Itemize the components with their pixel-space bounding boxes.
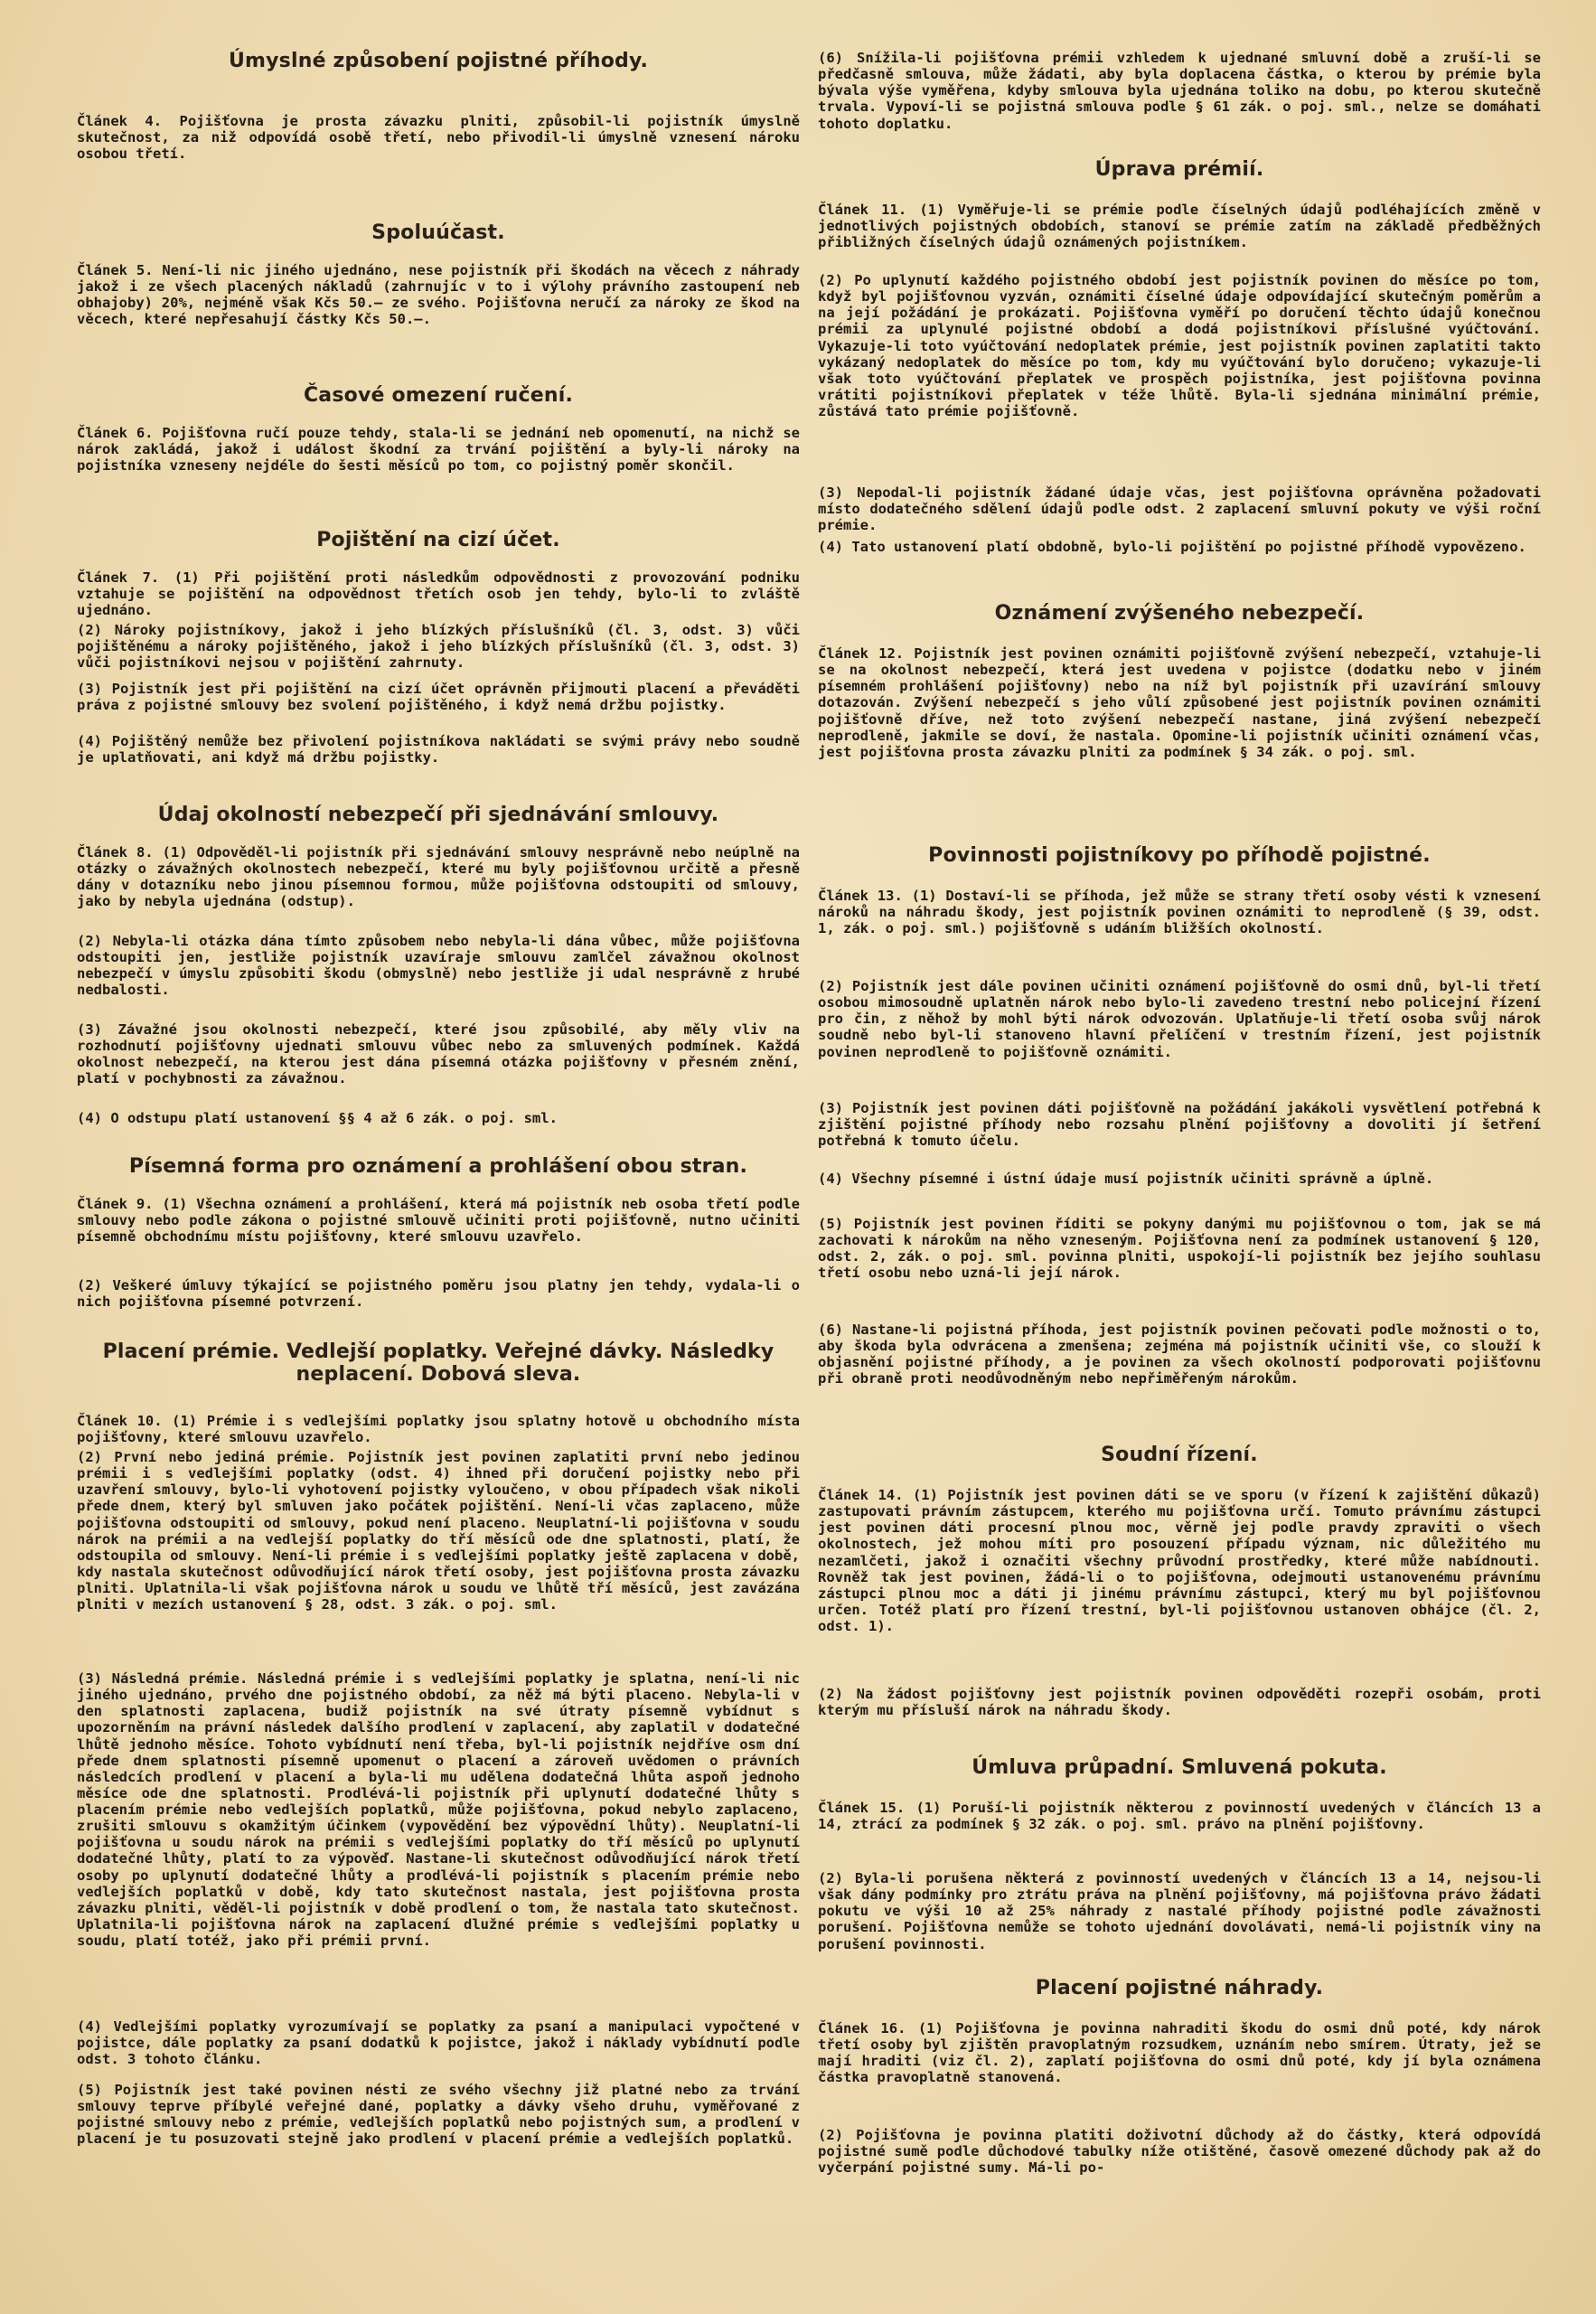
article-paragraph: (4) Tato ustanovení platí obdobně, bylo-li pojištění po pojistné příhodě vypovězeno. <box>818 539 1526 555</box>
article-paragraph: (3) Nepodal-li pojistník žádané údaje včas, jest pojišťovna oprávněna požadovati místo dodatečného sdělení údajů podle odst. 2 zaplacení smluvní pokuty ve výši roční prémie. <box>818 484 1541 534</box>
article-paragraph: (3) Následná prémie. Následná prémie i s vedlejšími poplatky je splatna, není-li nic jiného ujednáno, prvého dne pojistného období, za něž má býti placeno. Nebyla-li v den splatnosti zaplacena, budiž pojistník na své útraty písemně vybídnut s upozorněním na právní následek dalšího prodlení v zaplacení, aby zaplatil v dodatečné lhůtě jednoho měsíce. Tohoto vybídnutí není třeba, byl-li pojistník nejdříve osm dní přede dnem splatnosti písemně upomenut o placení a zároveň uvědomen o právních následcích prodlení v placení a byla-li mu udělena dodatečná lhůta aspoň jednoho měsíce ode dne splatnosti. Prodlévá-li pojistník při uplynutí dodatečné lhůty s placením prémie nebo vedlejších poplatků, může pojišťovna, pokud nebylo zaplaceno, zrušiti smlouvu s okamžitým účinkem (vypovědění bez výpovědní lhůty). Neuplatní-li pojišťovna u soudu nárok na prémii s vedlejšími poplatky do tří měsíců po uplynutí dodatečné lhůty, platí to za výpověď. Nastane-li skutečnost odůvodňující nárok třetí osoby po uplynutí dodatečné lhůty a prodlévá-li pojistník s placením prémie nebo vedlejších poplatků v době, kdy tato skutečnost nastala, jest pojišťovna prosta závazku plniti, věděl-li pojistník v době prodlení o tom, že nastala tato skutečnost. Uplatnila-li pojišťovna nárok na zaplacení dlužné prémie s vedlejšími poplatky u soudu, platí totéž, jako při prémii první. <box>77 1670 800 1949</box>
article-paragraph: Článek 15. (1) Poruší-li pojistník některou z povinností uvedených v článcích 13 a 14, ztrácí za podmínek § 32 zák. o poj. sml. právo na plnění pojišťovny. <box>818 1800 1541 1833</box>
article-paragraph: Článek 6. Pojišťovna ručí pouze tehdy, stala-li se jednání neb opomenutí, na nichž se nárok zakládá, jakož i událost škodní za trvání pojištění a byly-li nároky na pojistníka vzneseny nejdéle do šesti měsíců po tom, co pojistný poměr skončil. <box>77 425 800 475</box>
article-paragraph: Článek 14. (1) Pojistník jest povinen dáti se ve sporu (v řízení k zajištění důkazů) zastupovati právním zástupcem, kterého mu pojišťovna určí. Tomuto právnímu zástupci jest povinen dáti procesní plnou moc, věrně jej podle pravdy zpraviti o všech okolnostech, jež mohou míti pro posouzení případu význam, nic důležitého mu nezamlčeti, jakož i označiti všechny průvodní prostředky, které může nabídnouti. Rovněž tak jest povinen, žádá-li o to pojišťovna, odejmouti ustanovenému právnímu zástupci plnou moc a dáti ji jinému právnímu zástupci, který mu byl pojišťovnou určen. Totéž platí pro řízení trestní, byl-li pojišťovnou ustanoven obhájce (čl. 2, odst. 1). <box>818 1487 1541 1634</box>
article-paragraph: (2) Nebyla-li otázka dána tímto způsobem nebo nebyla-li dána vůbec, může pojišťovna odstoupiti jen, jestliže pojistník uzavíraje smlouvu zamlčel závažnou okolnost nebezpečí v úmyslu způsobiti škodu (obmyslně) nebo jestliže ji udal nesprávně z hrubé nedbalosti. <box>77 933 800 999</box>
article-paragraph: (3) Závažné jsou okolnosti nebezpečí, které jsou způsobilé, aby měly vliv na rozhodnutí pojišťovny ujednati smlouvu vůbec nebo za smluvených podmínek. Každá okolnost nebezpečí, na kterou jest dána písemná otázka pojišťovny v přesném znění, platí v pochybnosti za závažnou. <box>77 1021 800 1087</box>
section-heading: Úprava prémií. <box>1094 158 1264 181</box>
article-paragraph: (4) Vedlejšími poplatky vyrozumívají se poplatky za psaní a manipulaci vypočtené v pojistce, dále poplatky za psaní dodatků k pojistce, jakož i náklady vybídnutí podle odst. 3 tohoto článku. <box>77 2018 800 2068</box>
section-heading: Placení prémie. Vedlejší poplatky. Veřejné dávky. Následky neplacení. Dobová sleva. <box>102 1340 775 1387</box>
section-heading: Časové omezení ručení. <box>303 384 574 407</box>
article-paragraph: (2) První nebo jediná prémie. Pojistník jest povinen zaplatiti první nebo jedinou prémii i s vedlejšími poplatky (odst. 4) ihned při doručení pojistky nebo při uzavření smlouvy, bylo-li vyhotovení pojistky vyloučeno, v obou případech však nikoli přede dnem, který byl smluven jako počátek pojištění. Není-li včas zaplaceno, může pojišťovna odstoupiti od smlouvy, pokud není placeno. Neuplatní-li pojišťovna v soudu nárok na prémii a na vedlejší poplatky do tří měsíců ode dne splatnosti, platí, že odstoupila od smlouvy. Není-li prémie i s vedlejšími poplatky ještě zaplacena v době, kdy nastala skutečnost odůvodňující nárok třetí osoby, jest pojišťovna prosta závazku plniti. Uplatnila-li však pojišťovna nárok u soudu ve lhůtě tří měsíců, jest zavázána plniti v mezích ustanovení § 28, odst. 3 zák. o poj. sml. <box>77 1449 800 1613</box>
article-paragraph: Článek 12. Pojistník jest povinen oznámiti pojišťovně zvýšení nebezpečí, vztahuje-li se na okolnost nebezpečí, která jest uvedena v pojistce (dodatku nebo v jiném písemném prohlášení pojišťovny) nebo na níž byl pojistník při uzavírání smlouvy dotazován. Zvýšení nebezpečí s jeho vůlí způsobené jest pojistník povinen oznámiti pojišťovně dříve, než toto zvýšení nebezpečí nastane, jiná zvýšení nebezpečí neprodleně, jakmile se doví, že nastala. Opomine-li pojistník učiniti oznámení včas, jest pojišťovna prosta závazku plniti za podmínek § 34 zák. o poj. sml. <box>818 645 1541 760</box>
article-paragraph: (2) Po uplynutí každého pojistného období jest pojistník povinen do měsíce po tom, když byl pojišťovnou vyzván, oznámiti číselné údaje odpovídající skutečným poměrům a na její požádání je prokázati. Pojišťovna vyměří po doručení těchto údajů konečnou prémii za uplynulé pojistné období a dodá pojistníkovi příslušné vyúčtování. Vykazuje-li toto vyúčtování nedoplatek prémie, jest pojistník povinen zaplatiti takto vykázaný nedoplatek do měsíce po tom, kdy mu vyúčtování bylo doručeno; vykazuje-li však toto vyúčtování přeplatek ve prospěch pojistníka, jest pojišťovna povinna vrátiti pojistníkovi přeplatek v téže lhůtě. Byla-li sjednána minimální prémie, zůstává tato prémie pojišťovně. <box>818 272 1541 419</box>
section-heading: Oznámení zvýšeného nebezpečí. <box>994 602 1365 625</box>
article-paragraph: Článek 16. (1) Pojišťovna je povinna nahraditi škodu do osmi dnů poté, kdy nárok třetí osoby byl zjištěn pravoplatným rozsudkem, uznáním nebo smírem. Útraty, jež se mají hraditi (viz čl. 2), zaplatí pojišťovna do osmi dnů poté, kdy jí byla oznámena částka pravoplatně stanovená. <box>818 2020 1541 2086</box>
article-paragraph: Článek 11. (1) Vyměřuje-li se prémie podle číselných údajů podléhajících změně v jednotlivých pojistných obdobích, stanoví se prémie zatím na základě předběžných přibližných číselných údajů oznámených pojistníkem. <box>818 202 1541 251</box>
article-paragraph: (6) Nastane-li pojistná příhoda, jest pojistník povinen pečovati podle možnosti o to, aby škoda byla odvrácena a zmenšena; zejména má pojistník učiniti vše, co slouží k objasnění pojistné příhody, a je povinen za všech okolností podporovati pojišťovnu při obraně proti neodůvodněným nebo nepřiměřeným nárokům. <box>818 1322 1541 1387</box>
article-paragraph: (2) Byla-li porušena některá z povinností uvedených v článcích 13 a 14, nejsou-li však dány podmínky pro ztrátu práva na plnění pojišťovny, má pojišťovna právo žádati pokutu ve výši 10 až 25% náhrady z nastalé příhody pojistné podle závažnosti porušení. Pojišťovna nemůže se tohoto ujednání dovolávati, nemá-li pojistník viny na porušení povinnosti. <box>818 1870 1541 1952</box>
article-paragraph: Článek 13. (1) Dostaví-li se příhoda, jež může se strany třetí osoby vésti k vznesení nároků na náhradu škody, jest pojistník povinen oznámiti to neprodleně (§ 39, odst. 1, zák. o poj. sml.) pojišťovně s udáním bližších okolností. <box>818 888 1541 937</box>
article-paragraph: (2) Pojišťovna je povinna platiti doživotní důchody až do částky, která odpovídá pojistné sumě podle důchodové tabulky níže otištěné, časově omezené důchody pak až do vyčerpání pojistné sumy. Má-li po- <box>818 2127 1541 2177</box>
article-paragraph: (3) Pojistník jest při pojištění na cizí účet oprávněn přijmouti placení a převáděti práva z pojistné smlouvy bez svolení pojištěného, i když nemá držbu pojistky. <box>77 681 800 714</box>
article-paragraph: (5) Pojistník jest povinen říditi se pokyny danými mu pojišťovnou o tom, jak se má zachovati k nárokům na něho vzneseným. Pojišťovna není za podmínek ustanovení § 120, odst. 2, zák. o poj. sml. povinna plniti, uspokojí-li pojistník bez jejího souhlasu třetí osobu nebo uzná-li její nárok. <box>818 1216 1541 1282</box>
section-heading: Soudní řízení. <box>1101 1444 1258 1466</box>
article-paragraph: Článek 8. (1) Odpověděl-li pojistník při sjednávání smlouvy nesprávně nebo neúplně na otázky o závažných okolnostech nebezpečí, které mu byly pojišťovnou určitě a přesně dány v dotazníku nebo jinou písemnou formou, může pojišťovna odstoupiti od smlouvy, jako by nebyla ujednána (odstup). <box>77 844 800 910</box>
section-heading: Placení pojistné náhrady. <box>1035 1977 1324 1999</box>
article-paragraph: (4) O odstupu platí ustanovení §§ 4 až 6 zák. o poj. sml. <box>77 1110 558 1126</box>
article-paragraph: Článek 5. Není-li nic jiného ujednáno, nese pojistník při škodách na věcech z náhrady jakož i ze všech placených nákladů (zahrnujíc v to i výlohy právního zastoupení neb obhajoby) 20%, nejméně však Kčs 50.— ze svého. Pojišťovna neručí za nároky ze škod na věcech, které nepřesahují částky Kčs 50.—. <box>77 262 800 328</box>
section-heading: Pojištění na cizí účet. <box>316 529 560 551</box>
article-paragraph: (6) Snížila-li pojišťovna prémii vzhledem k ujednané smluvní době a zruší-li se předčasně smlouva, může žádati, aby byla doplacena částka, o kterou by prémie byla bývala výše vyměřena, kdyby smlouva byla ujednána toliko na dobu, po kterou skutečně trvala. Vypoví-li se pojistná smlouva podle § 61 zák. o poj. sml., nelze se domáhati tohoto doplatku. <box>818 50 1541 132</box>
section-heading: Písemná forma pro oznámení a prohlášení obou stran. <box>128 1155 748 1178</box>
section-heading: Úmyslné způsobení pojistné příhody. <box>228 50 649 72</box>
section-heading: Spoluúčast. <box>371 221 505 244</box>
section-heading: Úmluva průpadní. Smluvená pokuta. <box>972 1756 1387 1779</box>
section-heading: Údaj okolností nebezpečí při sjednávání smlouvy. <box>157 804 719 826</box>
article-paragraph: Článek 7. (1) Při pojištění proti následkům odpovědnosti z provozování podniku vztahuje se pojištění na odpovědnost třetích osob jen tehdy, bylo-li to zvláště ujednáno. <box>77 569 800 619</box>
left-column <box>77 50 800 2163</box>
article-paragraph: (2) Veškeré úmluvy týkající se pojistného poměru jsou platny jen tehdy, vydala-li o nich pojišťovna písemné potvrzení. <box>77 1277 800 1311</box>
section-heading: Povinnosti pojistníkovy po příhodě pojistné. <box>928 844 1431 867</box>
article-paragraph: Článek 10. (1) Prémie i s vedlejšími poplatky jsou splatny hotově u obchodního místa pojišťovny, které smlouvu uzavřelo. <box>77 1413 800 1446</box>
article-paragraph: (2) Na žádost pojišťovny jest pojistník povinen odpověděti rozepři osobám, proti kterým mu přísluší nárok na náhradu škody. <box>818 1686 1541 1719</box>
article-paragraph: (3) Pojistník jest povinen dáti pojišťovně na požádání jakákoli vysvětlení potřebná k zjištění pojistné příhody nebo rozsahu plnění pojišťovny a dovoliti jí šetření potřebná k tomuto účelu. <box>818 1100 1541 1150</box>
right-column <box>818 50 1541 2181</box>
article-paragraph: (5) Pojistník jest také povinen nésti ze svého všechny již platné nebo za trvání smlouvy teprve příbylé veřejné dané, poplatky a dávky všeho druhu, vyměřované z pojistné smlouvy nebo z prémie, vedlejších poplatků nebo pojistných sum, a prodlení v placení je tu posuzovati stejně jako prodlení v placení prémie a vedlejších poplatků. <box>77 2082 800 2148</box>
article-paragraph: Článek 4. Pojišťovna je prosta závazku plniti, způsobil-li pojistník úmyslně skutečnost, za niž odpovídá osobě třetí, nebo přivodil-li úmyslně vznesení nároku osobou třetí. <box>77 113 800 163</box>
article-paragraph: (2) Nároky pojistníkovy, jakož i jeho blízkých příslušníků (čl. 3, odst. 3) vůči pojištěnému a nároky pojištěného, jakož i jeho blízkých příslušníků (čl. 3, odst. 3) vůči pojistníkovi nejsou v pojištění zahrnuty. <box>77 622 800 672</box>
article-paragraph: (4) Pojištěný nemůže bez přivolení pojistníkova nakládati se svými právy nebo soudně je uplatňovati, ani když má držbu pojistky. <box>77 733 800 767</box>
article-paragraph: Článek 9. (1) Všechna oznámení a prohlášení, která má pojistník neb osoba třetí podle smlouvy nebo podle zákona o pojistné smlouvě učiniti proti pojišťovně, nutno učiniti písemně obchodnímu místu pojišťovny, které smlouvu uzavřelo. <box>77 1196 800 1246</box>
article-paragraph: (4) Všechny písemné i ústní údaje musí pojistník učiniti správně a úplně. <box>818 1171 1434 1187</box>
article-paragraph: (2) Pojistník jest dále povinen učiniti oznámení pojišťovně do osmi dnů, byl-li třetí osobou mimosoudně uplatněn nárok nebo bylo-li zavedeno trestní nebo policejní řízení pro čin, z něhož by mohl býti nárok odvozován. Uplatňuje-li třetí osoba svůj nárok soudně nebo byl-li stanoveno hlavní přelíčení v trestním řízení, jest pojistník povinen neprodleně to pojišťovně oznámiti. <box>818 978 1541 1060</box>
